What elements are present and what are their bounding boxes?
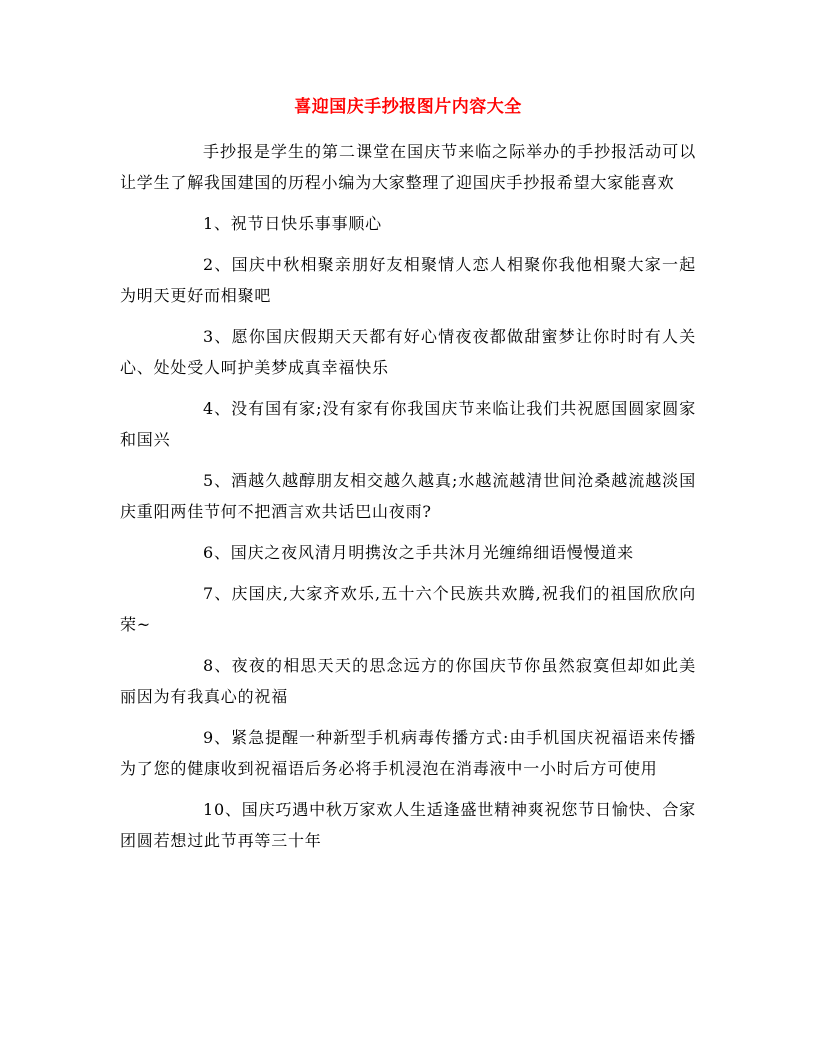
list-item-5: 5、酒越久越醇朋友相交越久越真;水越流越清世间沧桑越流越淡国庆重阳两佳节何不把酒言欢共话巴山夜雨? [120,471,696,521]
list-item-6: 6、国庆之夜风清月明携汝之手共沐月光缠绵细语慢慢道来 [203,543,634,562]
list-item-2: 2、国庆中秋相聚亲朋好友相聚情人恋人相聚你我他相聚大家一起为明天更好而相聚吧 [120,255,696,305]
list-item-7: 7、庆国庆,大家齐欢乐,五十六个民族共欢腾,祝我们的祖国欣欣向荣~ [120,584,696,634]
list-item-10: 10、国庆巧遇中秋万家欢人生适逢盛世精神爽祝您节日愉快、合家团圆若想过此节再等三十年 [120,800,696,850]
list-item-8: 8、夜夜的相思天天的思念远方的你国庆节你虽然寂寞但却如此美丽因为有我真心的祝福 [120,656,696,706]
list-item-3: 3、愿你国庆假期天天都有好心情夜夜都做甜蜜梦让你时时有人关心、处处受人呵护美梦成真幸福快乐 [120,327,696,377]
list-item-9: 9、紧急提醒一种新型手机病毒传播方式:由手机国庆祝福语来传播为了您的健康收到祝福语后务必将手机浸泡在消毒液中一小时后方可使用 [120,728,696,778]
intro-paragraph: 手抄报是学生的第二课堂在国庆节来临之际举办的手抄报活动可以让学生了解我国建国的历程小编为大家整理了迎国庆手抄报希望大家能喜欢 [120,142,696,192]
document-title: 喜迎国庆手抄报图片内容大全 [294,97,522,117]
list-item-1: 1、祝节日快乐事事顺心 [203,214,382,233]
document-body [120,136,696,866]
list-item-4: 4、没有国有家;没有家有你我国庆节来临让我们共祝愿国圆家圆家和国兴 [120,399,696,449]
